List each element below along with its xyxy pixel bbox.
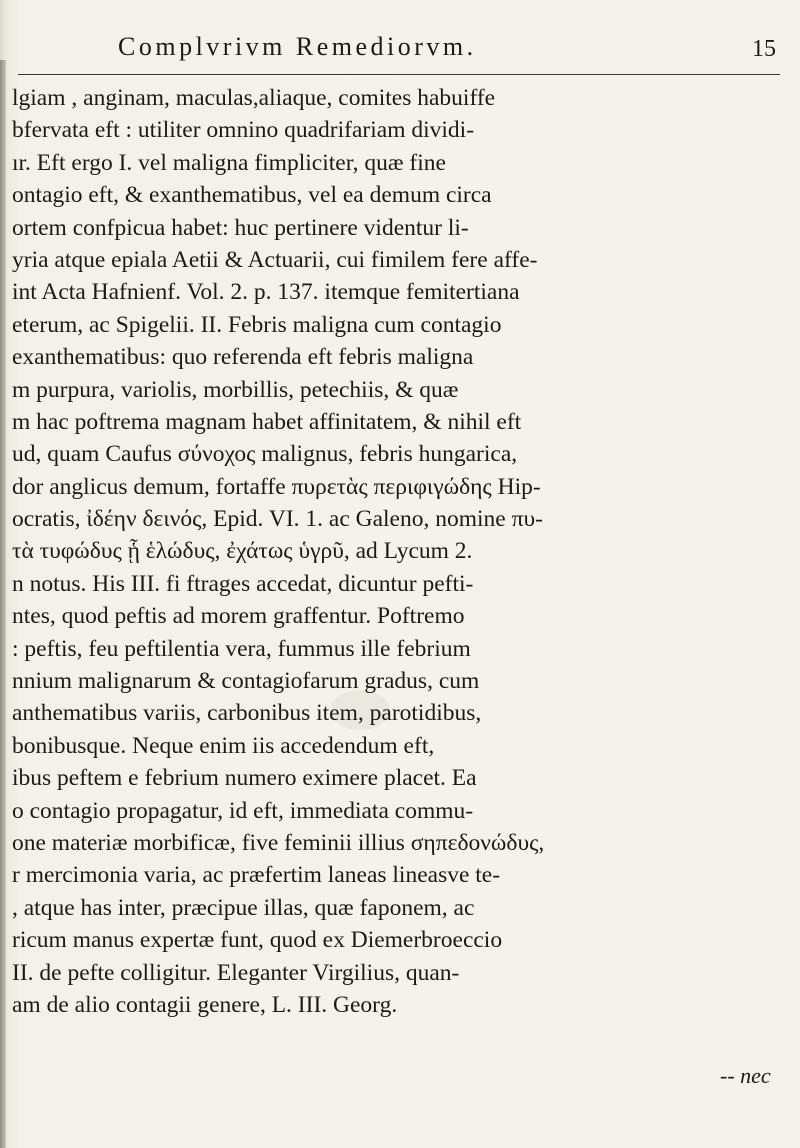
- text-line: r mercimonia varia, ac præfertim laneas lineasve te-: [12, 862, 501, 889]
- text-line: eterum, ac Spigelii. II. Febris maligna cum contagio: [12, 311, 502, 338]
- text-line: τὰ τυφώδυς ᾗ ἑλώδυς, ἐχάτως ὑγρῦ, ad Lycum 2.: [12, 538, 473, 565]
- text-line: bfervata eft : utiliter omnino quadrifariam dividi-: [12, 117, 475, 144]
- header-rule: [18, 74, 780, 75]
- running-title: Complvrivm Remediorvm.: [118, 32, 477, 61]
- text-line: o contagio propagatur, id eft, immediata commu-: [12, 797, 474, 824]
- text-line: n notus. His III. fi ftrages accedat, dicuntur pefti-: [12, 570, 474, 597]
- text-line: am de alio contagii genere, L. III. Georg.: [12, 991, 398, 1018]
- text-line: ır. Eft ergo I. vel maligna fimpliciter, quæ fine: [12, 149, 446, 176]
- text-line: yria atque epiala Aetii & Actuarii, cui fimilem fere affe-: [12, 246, 538, 273]
- text-line: ontagio eft, & exanthematibus, vel ea demum circa: [12, 182, 492, 209]
- text-line: exanthematibus: quo referenda eft febris maligna: [12, 344, 474, 371]
- text-line: ricum manus expertæ funt, quod ex Diemerbroeccio: [12, 927, 503, 954]
- running-head: [0, 24, 800, 68]
- text-line: ntes, quod peftis ad morem graffentur. Poftremo: [12, 603, 465, 630]
- text-line: ortem confpicua habet: huc pertinere videntur li-: [12, 214, 469, 241]
- catchword: -- nec: [720, 1063, 771, 1088]
- text-line: nnium malignarum & contagiofarum gradus, cum: [12, 668, 480, 695]
- text-line: bonibusque. Neque enim iis accedendum eft,: [12, 732, 435, 759]
- text-line: int Acta Hafnienf. Vol. 2. p. 137. itemque femitertiana: [12, 279, 520, 306]
- text-line: m purpura, variolis, morbillis, petechiis, & quæ: [12, 376, 459, 403]
- text-line: ocratis, ἰδέην δεινός, Epid. VI. 1. ac Galeno, nomine πυ-: [12, 506, 543, 533]
- body-text: [12, 82, 792, 1021]
- text-line: ibus peftem e febrium numero eximere placet. Ea: [12, 765, 477, 792]
- page-gutter: [0, 60, 6, 1148]
- text-line: one materiæ morbificæ, five feminii illius σηπεδονώδυς,: [12, 829, 545, 856]
- text-line: dor anglicus demum, fortaffe πυρετὰς περιφιγώδης Hip-: [12, 473, 541, 500]
- text-line: II. de pefte colligitur. Eleganter Virgilius, quan-: [12, 959, 460, 986]
- page-number: 15: [752, 36, 776, 62]
- text-line: m hac poftrema magnam habet affinitatem, & nihil eft: [12, 408, 522, 435]
- text-line: anthematibus variis, carbonibus item, parotidibus,: [12, 700, 482, 727]
- text-line: ud, quam Caufus σύνοχος malignus, febris hungarica,: [12, 441, 518, 468]
- text-line: lgiam , anginam, maculas,aliaque, comites habuiffe: [12, 85, 496, 111]
- text-line: , atque has inter, præcipue illas, quæ faponem, ac: [12, 894, 475, 921]
- text-line: : peftis, feu peftilentia vera, fummus ille febrium: [12, 635, 471, 662]
